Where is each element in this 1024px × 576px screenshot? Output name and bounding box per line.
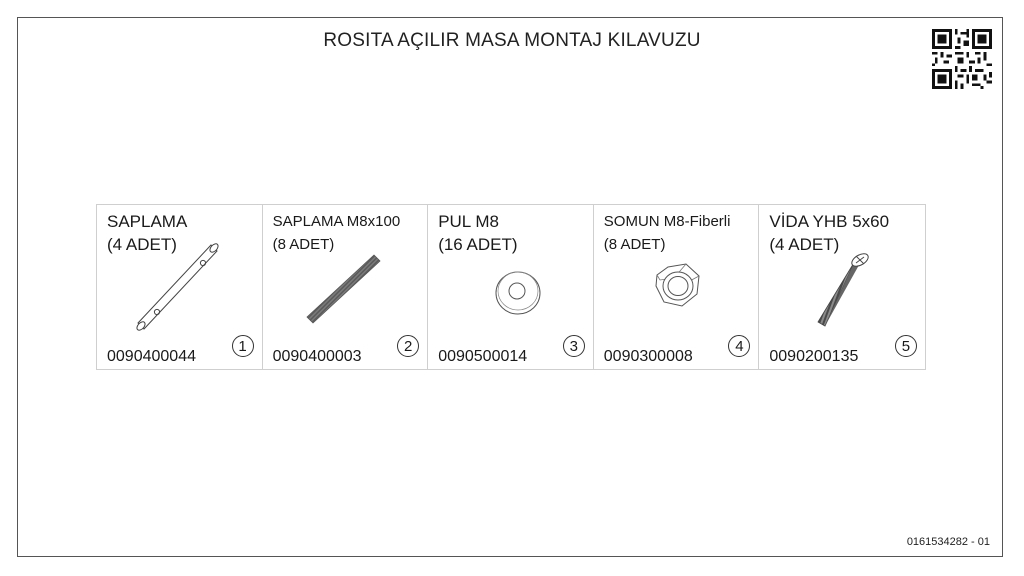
part-quantity: (4 ADET)	[107, 235, 177, 254]
part-name: SOMUN M8-Fiberli	[603, 213, 731, 230]
part-cell-3	[428, 205, 594, 369]
part-index-badge: 4	[728, 335, 750, 357]
part-index-badge: 5	[895, 335, 917, 357]
part-cell-2	[263, 205, 429, 369]
document-number: 0161534282 - 01	[906, 536, 990, 548]
part-quantity: (16 ADET)	[438, 235, 518, 254]
part-index-badge: 1	[232, 335, 254, 357]
part-code: 0090500014	[438, 348, 528, 365]
document-title: ROSITA AÇILIR MASA MONTAJ KILAVUZU	[323, 30, 701, 51]
part-quantity: (4 ADET)	[769, 235, 840, 254]
part-name: SAPLAMA	[107, 212, 188, 231]
part-code: 0090400003	[272, 348, 362, 365]
part-name: SAPLAMA M8x100	[272, 213, 401, 230]
part-index-badge: 3	[563, 335, 585, 357]
part-cell-5	[759, 205, 925, 369]
part-name: PUL M8	[438, 212, 499, 231]
part-code: 0090400044	[107, 348, 196, 365]
qr-code-icon	[932, 29, 992, 89]
part-cell-4	[594, 205, 760, 369]
part-index-badge: 2	[397, 335, 419, 357]
part-name: VİDA YHB 5x60	[769, 212, 890, 231]
part-cell-1	[97, 205, 263, 369]
part-code: 0090200135	[769, 348, 859, 365]
part-quantity: (8 ADET)	[603, 236, 666, 253]
parts-table	[96, 204, 926, 370]
part-code: 0090300008	[603, 348, 693, 365]
part-quantity: (8 ADET)	[272, 236, 335, 253]
